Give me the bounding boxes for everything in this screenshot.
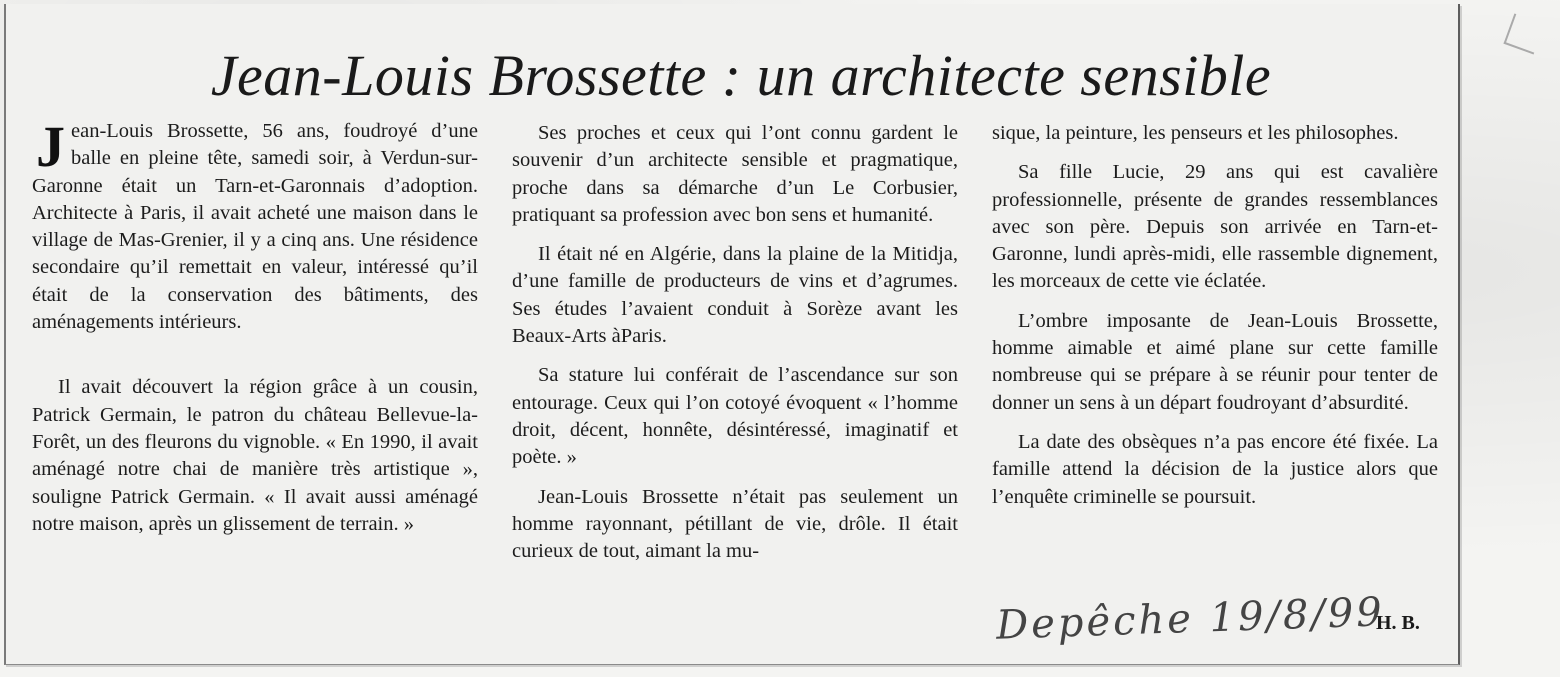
newspaper-clipping — [4, 4, 1460, 665]
paragraph: Sa fille Lucie, 29 ans qui est cavalière professionnelle, présente de grandes ressemblances avec son père. Depuis son arrivée en Tarn-et-Garonne, lundi après-midi, elle rassemble dignement, les morceaux de cette vie éclatée. — [992, 161, 1438, 293]
drop-cap: J — [36, 114, 65, 179]
handwritten-note: Depêche 19/8/99 — [995, 589, 1386, 649]
paragraph — [32, 114, 478, 336]
article-title: Jean-Louis Brossette : un architecte sensible — [210, 43, 1272, 108]
article-column-2 — [512, 120, 958, 577]
paragraph: Ses proches et ceux qui l’ont connu gardent le souvenir d’un architecte sensible et pragmatique, proche dans sa démarche d’un Le Corbusier, pratiquant sa profession avec bon sens et humanité. — [512, 122, 958, 226]
paragraph: Jean-Louis Brossette n’était pas seulement un homme rayonnant, pétillant de vie, drôle. Il était curieux de tout, aimant la mu- — [512, 485, 958, 563]
author-initials: H. B. — [1376, 612, 1420, 634]
paragraph: Il avait découvert la région grâce à un cousin, Patrick Germain, le patron du château Bellevue-la-Forêt, un des fleurons du vignoble. « En 1990, il avait aménagé notre chai de manière très artistique », souligne Patrick Germain. « Il avait aussi aménagé notre maison, après un glissement de terrain. » — [32, 376, 478, 535]
article-column-1 — [32, 114, 478, 550]
paragraph: sique, la peinture, les penseurs et les philosophes. — [992, 122, 1399, 144]
paragraph-text: ean-Louis Brossette, 56 ans, foudroyé d’une balle en pleine tête, samedi soir, à Verdun-sur-Garonne était un Tarn-et-Garonnais d’adoption. Architecte à Paris, il avait acheté une maison dans le village de Mas-Grenier, il y a cinq ans. Une résidence secondaire qu’il remettait en valeur, intéressé qu’il était de la conservation des bâtiments, des aménagements intérieurs. — [32, 120, 478, 334]
paragraph: Sa stature lui conférait de l’ascendance sur son entourage. Ceux qui l’on cotoyé évoquent « l’homme droit, décent, honnête, désintéressé, imaginatif et poète. » — [512, 364, 958, 469]
paragraph: La date des obsèques n’a pas encore été fixée. La famille attend la décision de la justice alors que l’enquête criminelle se poursuit. — [992, 430, 1438, 508]
paragraph: L’ombre imposante de Jean-Louis Brossette, homme aimable et aimé plane sur cette famille nombreuse qui se prépare à se réunir pour tenter de donner un sens à un départ foudroyant d’absurdité. — [992, 309, 1438, 414]
paragraph: Il était né en Algérie, dans la plaine de la Mitidja, d’une famille de producteurs de vins et d’agrumes. Ses études l’avaient conduit à Sorèze avant les Beaux-Arts àParis. — [512, 243, 958, 348]
article-column-3 — [992, 120, 1438, 523]
